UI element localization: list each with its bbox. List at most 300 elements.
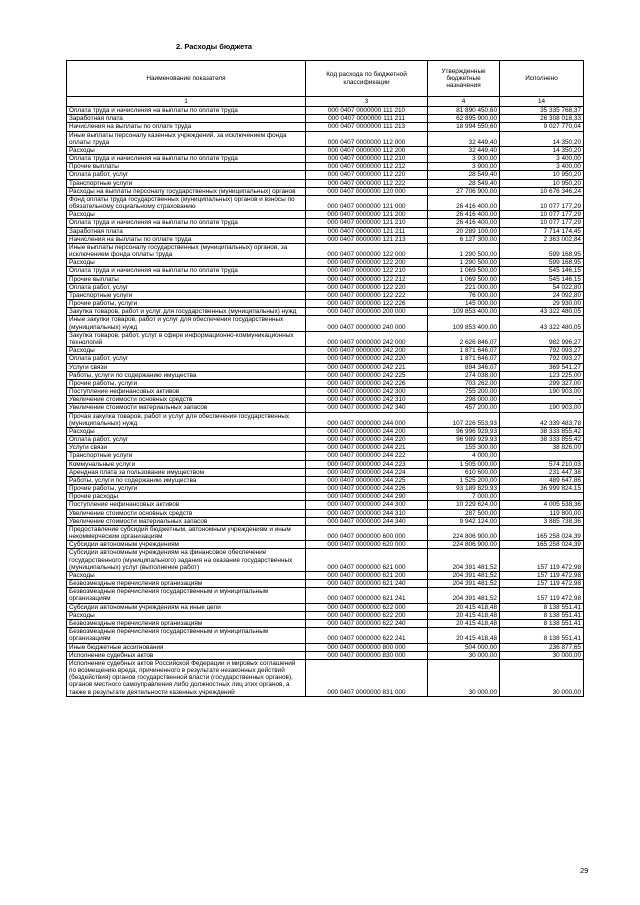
row-code: 000 0407 0000000 120 000	[306, 187, 428, 195]
row-approved: 6 127 300,00	[428, 235, 500, 243]
row-approved: 755 200,00	[428, 388, 500, 396]
row-executed: 3 885 738,36	[500, 517, 584, 525]
row-executed: 157 119 472,98	[500, 588, 584, 603]
row-name: Расходы	[67, 347, 306, 355]
row-approved: 221 000,00	[428, 283, 500, 291]
row-approved: 27 706 900,00	[428, 187, 500, 195]
row-approved: 1 525 200,00	[428, 476, 500, 484]
row-executed: 8 138 551,41	[500, 628, 584, 643]
row-approved: 28 549,40	[428, 171, 500, 179]
row-code: 000 0407 0000000 122 210	[306, 267, 428, 275]
row-approved: 204 391 481,52	[428, 549, 500, 572]
table-row	[67, 643, 584, 651]
row-executed: 545 146,15	[500, 267, 584, 275]
row-approved: 1 505 000,00	[428, 460, 500, 468]
row-code: 000 0407 0000000 622 240	[306, 620, 428, 628]
row-executed: 792 093,27	[500, 355, 584, 363]
row-name: Безвозмездные перечисления государственным и муниципальным организациям	[67, 588, 306, 603]
row-executed: 36 999 824,15	[500, 485, 584, 493]
header-executed: Исполнено	[500, 61, 584, 97]
row-code: 000 0407 0000000 244 310	[306, 509, 428, 517]
row-executed: 236 877,65	[500, 643, 584, 651]
row-code: 000 0407 0000000 242 221	[306, 363, 428, 371]
table-row	[67, 396, 584, 404]
table-row	[67, 611, 584, 619]
row-code: 000 0407 0000000 244 222	[306, 452, 428, 460]
row-executed: 369 541,27	[500, 363, 584, 371]
row-code: 000 0407 0000000 244 300	[306, 501, 428, 509]
row-executed: 3 400,00	[500, 163, 584, 171]
row-approved: 109 853 400,00	[428, 308, 500, 316]
row-name: Безвозмездные перечисления организациям	[67, 580, 306, 588]
row-executed: 29 930,00	[500, 300, 584, 308]
row-approved: 32 449,40	[428, 131, 500, 146]
row-name: Закупка товаров, работ и услуг для государственных (муниципальных) нужд	[67, 308, 306, 316]
table-row	[67, 525, 584, 540]
row-executed: 123 225,00	[500, 371, 584, 379]
row-approved: 2 626 846,07	[428, 331, 500, 346]
row-name: Прочие выплаты	[67, 275, 306, 283]
page-number: 29	[580, 866, 589, 875]
row-executed: 489 647,86	[500, 476, 584, 484]
row-approved: 96 989 929,93	[428, 436, 500, 444]
row-approved: 224 806 900,00	[428, 525, 500, 540]
table-row	[67, 588, 584, 603]
table-row	[67, 179, 584, 187]
row-code: 000 0407 0000000 831 000	[306, 659, 428, 696]
row-executed: 8 138 551,41	[500, 620, 584, 628]
row-code: 000 0407 0000000 244 200	[306, 427, 428, 435]
row-approved: 298 000,00	[428, 396, 500, 404]
table-row	[67, 651, 584, 659]
row-code: 000 0407 0000000 111 211	[306, 115, 428, 123]
row-approved: 3 900,00	[428, 163, 500, 171]
row-code: 000 0407 0000000 112 200	[306, 146, 428, 154]
table-row	[67, 603, 584, 611]
table-row	[67, 171, 584, 179]
row-executed: 157 119 472,98	[500, 571, 584, 579]
row-name: Прочие работы, услуги	[67, 485, 306, 493]
table-row	[67, 107, 584, 115]
row-code: 000 0407 0000000 621 241	[306, 588, 428, 603]
row-code: 000 0407 0000000 244 221	[306, 444, 428, 452]
row-executed: 10 676 346,24	[500, 187, 584, 195]
row-code: 000 0407 0000000 111 210	[306, 107, 428, 115]
row-code: 000 0407 0000000 244 224	[306, 468, 428, 476]
row-approved: 3 900,00	[428, 155, 500, 163]
table-row	[67, 571, 584, 579]
row-approved: 20 415 418,48	[428, 603, 500, 611]
header-expense-code: Код расхода по бюджетной классификации	[306, 61, 428, 97]
row-code: 000 0407 0000000 242 220	[306, 355, 428, 363]
row-code: 000 0407 0000000 122 222	[306, 291, 428, 299]
row-code: 000 0407 0000000 621 240	[306, 580, 428, 588]
row-name: Иные закупки товаров, работ и услуг для обеспечения государственных (муниципальных) нужд	[67, 316, 306, 331]
row-approved: 26 416 400,00	[428, 211, 500, 219]
row-executed: -	[500, 396, 584, 404]
table-row	[67, 620, 584, 628]
row-approved: 20 415 418,48	[428, 620, 500, 628]
row-approved: 204 391 481,52	[428, 588, 500, 603]
row-name: Работы, услуги по содержанию имущества	[67, 476, 306, 484]
row-executed: 982 996,27	[500, 331, 584, 346]
row-approved: 4 000,00	[428, 452, 500, 460]
row-executed: 792 093,27	[500, 347, 584, 355]
row-name: Оплата работ, услуг	[67, 355, 306, 363]
table-row	[67, 275, 584, 283]
row-code: 000 0407 0000000 242 225	[306, 371, 428, 379]
table-row	[67, 187, 584, 195]
row-name: Арендная плата за пользование имуществом	[67, 468, 306, 476]
row-executed: 7 714 174,45	[500, 227, 584, 235]
row-name: Услуги связи	[67, 363, 306, 371]
row-code: 000 0407 0000000 244 220	[306, 436, 428, 444]
row-approved: 610 600,00	[428, 468, 500, 476]
row-executed: 54 022,80	[500, 283, 584, 291]
row-code: 000 0407 0000000 242 310	[306, 396, 428, 404]
row-executed: 24 092,80	[500, 291, 584, 299]
row-code: 000 0407 0000000 244 223	[306, 460, 428, 468]
table-row	[67, 331, 584, 346]
row-name: Работы, услуги по содержанию имущества	[67, 371, 306, 379]
row-code: 000 0407 0000000 600 000	[306, 525, 428, 540]
row-executed: 119 800,00	[500, 509, 584, 517]
row-name: Оплата труда и начисления на выплаты по оплате труда	[67, 219, 306, 227]
row-approved: 1 871 646,07	[428, 347, 500, 355]
row-approved: 274 038,00	[428, 371, 500, 379]
table-row	[67, 316, 584, 331]
row-code: 000 0407 0000000 242 340	[306, 404, 428, 412]
row-name: Оплата работ, услуг	[67, 171, 306, 179]
row-approved: 20 289 100,00	[428, 227, 500, 235]
table-row	[67, 436, 584, 444]
row-executed	[500, 452, 584, 460]
row-approved: 1 069 500,00	[428, 275, 500, 283]
table-row	[67, 235, 584, 243]
table-row	[67, 659, 584, 696]
row-approved: 62 895 900,00	[428, 115, 500, 123]
row-name: Коммунальные услуги	[67, 460, 306, 468]
row-code: 000 0407 0000000 122 200	[306, 259, 428, 267]
row-executed: 2 363 002,84	[500, 235, 584, 243]
row-executed: 9 027 770,04	[500, 123, 584, 131]
row-code: 000 0407 0000000 121 210	[306, 219, 428, 227]
table-row	[67, 267, 584, 275]
table-row	[67, 227, 584, 235]
row-code: 000 0407 0000000 242 000	[306, 331, 428, 346]
row-executed: 43 322 480,05	[500, 308, 584, 316]
row-approved: 30 000,00	[428, 651, 500, 659]
row-name: Оплата работ, услуг	[67, 436, 306, 444]
row-executed: 26 308 018,33	[500, 115, 584, 123]
row-name: Субсидии автономным учреждениям	[67, 541, 306, 549]
table-row	[67, 146, 584, 154]
table-row	[67, 412, 584, 427]
table-row	[67, 300, 584, 308]
row-code: 000 0407 0000000 112 220	[306, 171, 428, 179]
row-name: Расходы	[67, 146, 306, 154]
row-executed: 599 168,95	[500, 243, 584, 258]
table-row	[67, 427, 584, 435]
row-name: Расходы на выплаты персоналу государственных (муниципальных) органов	[67, 187, 306, 195]
row-approved: 76 000,00	[428, 291, 500, 299]
row-name: Транспортные услуги	[67, 179, 306, 187]
row-name: Оплата труда и начисления на выплаты по оплате труда	[67, 155, 306, 163]
row-executed: 8 138 551,41	[500, 611, 584, 619]
row-name: Расходы	[67, 259, 306, 267]
table-row	[67, 259, 584, 267]
row-code: 000 0407 0000000 244 290	[306, 493, 428, 501]
row-approved: 28 549,40	[428, 179, 500, 187]
row-code: 000 0407 0000000 121 000	[306, 195, 428, 210]
row-executed: 574 210,03	[500, 460, 584, 468]
row-name: Субсидии автономным учреждениям на финансовое обеспечение государственного (муниципального) задания на оказание государственных (муниципальных) услуг (выполнение работ)	[67, 549, 306, 572]
row-code: 000 0407 0000000 122 226	[306, 300, 428, 308]
row-name: Иные выплаты персоналу казенных учреждений, за исключением фонда оплаты труда	[67, 131, 306, 146]
row-approved: 18 994 550,60	[428, 123, 500, 131]
row-code: 000 0407 0000000 244 340	[306, 517, 428, 525]
row-name: Оплата труда и начисления на выплаты по оплате труда	[67, 107, 306, 115]
row-approved: 9 942 124,00	[428, 517, 500, 525]
row-approved: 93 189 829,93	[428, 485, 500, 493]
row-approved: 703 262,00	[428, 379, 500, 387]
table-row	[67, 131, 584, 146]
row-executed: 165 258 024,39	[500, 541, 584, 549]
row-name: Увеличение стоимости материальных запасов	[67, 404, 306, 412]
row-approved: 1 871 646,07	[428, 355, 500, 363]
table-row	[67, 379, 584, 387]
row-code: 000 0407 0000000 622 241	[306, 628, 428, 643]
row-code: 000 0407 0000000 244 225	[306, 476, 428, 484]
row-code: 000 0407 0000000 121 200	[306, 211, 428, 219]
row-name: Прочие выплаты	[67, 163, 306, 171]
table-row	[67, 388, 584, 396]
table-row	[67, 195, 584, 210]
row-name: Расходы	[67, 211, 306, 219]
row-code: 000 0407 0000000 242 226	[306, 379, 428, 387]
row-executed: 38 826,00	[500, 444, 584, 452]
budget-rows	[67, 107, 584, 697]
row-executed: 4 005 538,36	[500, 501, 584, 509]
row-code: 000 0407 0000000 111 213	[306, 123, 428, 131]
row-executed: 14 350,20	[500, 131, 584, 146]
row-code: 000 0407 0000000 622 200	[306, 611, 428, 619]
row-approved: 81 890 450,60	[428, 107, 500, 115]
row-approved: 1 069 500,00	[428, 267, 500, 275]
header-approved-appropriations: Утвержденные бюджетные назначения	[428, 61, 500, 97]
row-code: 000 0407 0000000 621 200	[306, 571, 428, 579]
row-approved: 96 996 929,93	[428, 427, 500, 435]
header-number-3: 3	[306, 97, 428, 107]
table-row	[67, 580, 584, 588]
row-approved: 109 853 400,00	[428, 316, 500, 331]
row-approved: 1 290 500,00	[428, 243, 500, 258]
table-row	[67, 509, 584, 517]
row-executed: 10 950,20	[500, 171, 584, 179]
row-name: Расходы	[67, 427, 306, 435]
table-row	[67, 628, 584, 643]
row-approved: 30 000,00	[428, 659, 500, 696]
row-approved: 20 415 418,48	[428, 628, 500, 643]
row-approved: 287 500,00	[428, 509, 500, 517]
table-row	[67, 468, 584, 476]
table-row	[67, 444, 584, 452]
table-row	[67, 501, 584, 509]
row-approved: 20 415 418,48	[428, 611, 500, 619]
row-name: Заработная плата	[67, 227, 306, 235]
row-name: Увеличение стоимости материальных запасов	[67, 517, 306, 525]
row-approved: 10 229 624,00	[428, 501, 500, 509]
row-executed: 165 258 024,39	[500, 525, 584, 540]
row-executed: 30 000,00	[500, 659, 584, 696]
row-code: 000 0407 0000000 800 000	[306, 643, 428, 651]
table-row	[67, 371, 584, 379]
row-approved: 204 391 481,52	[428, 571, 500, 579]
table-row	[67, 243, 584, 258]
table-row	[67, 291, 584, 299]
row-executed: 231 447,38	[500, 468, 584, 476]
row-name: Транспортные услуги	[67, 291, 306, 299]
row-approved: 894 346,07	[428, 363, 500, 371]
table-row	[67, 211, 584, 219]
row-approved: 224 806 900,00	[428, 541, 500, 549]
table-row	[67, 493, 584, 501]
row-code: 000 0407 0000000 240 000	[306, 316, 428, 331]
row-code: 000 0407 0000000 122 212	[306, 275, 428, 283]
table-row	[67, 123, 584, 131]
row-name: Прочие работы, услуги	[67, 379, 306, 387]
row-approved: 457 200,00	[428, 404, 500, 412]
table-row	[67, 163, 584, 171]
row-code: 000 0407 0000000 242 300	[306, 388, 428, 396]
row-code: 000 0407 0000000 112 000	[306, 131, 428, 146]
row-executed: 14 350,20	[500, 146, 584, 154]
row-code: 000 0407 0000000 122 000	[306, 243, 428, 258]
table-row	[67, 476, 584, 484]
row-approved: 26 416 400,00	[428, 219, 500, 227]
section-title: 2. Расходы бюджета	[176, 42, 253, 51]
row-code: 000 0407 0000000 244 000	[306, 412, 428, 427]
row-code: 000 0407 0000000 622 000	[306, 603, 428, 611]
row-executed: 38 333 855,42	[500, 427, 584, 435]
row-executed: 190 903,00	[500, 404, 584, 412]
row-code: 000 0407 0000000 830 000	[306, 651, 428, 659]
row-code: 000 0407 0000000 112 212	[306, 163, 428, 171]
row-code: 000 0407 0000000 121 211	[306, 227, 428, 235]
row-name: Закупка товаров, работ, услуг в сфере информационно-коммуникационных технологий	[67, 331, 306, 346]
table-row	[67, 549, 584, 572]
row-name: Расходы	[67, 571, 306, 579]
row-name: Оплата труда и начисления на выплаты по оплате труда	[67, 267, 306, 275]
header-number-4: 4	[428, 97, 500, 107]
table-row	[67, 283, 584, 291]
table-row	[67, 541, 584, 549]
table-row	[67, 355, 584, 363]
row-name: Фонд оплаты труда государственных (муниципальных) органов и взносы по обязательному социальному страхованию	[67, 195, 306, 210]
table-row	[67, 404, 584, 412]
row-code: 000 0407 0000000 121 213	[306, 235, 428, 243]
row-name: Безвозмездные перечисления организациям	[67, 620, 306, 628]
row-approved: 107 226 553,93	[428, 412, 500, 427]
table-row	[67, 460, 584, 468]
row-name: Начисления на выплаты по оплате труда	[67, 123, 306, 131]
row-approved: 32 449,40	[428, 146, 500, 154]
row-executed: 43 322 480,05	[500, 316, 584, 331]
row-name: Расходы	[67, 611, 306, 619]
row-name: Поступление нефинансовых активов	[67, 501, 306, 509]
row-name: Оплата работ, услуг	[67, 283, 306, 291]
row-executed: 10 077 177,29	[500, 219, 584, 227]
row-approved: 1 290 500,00	[428, 259, 500, 267]
row-name: Увеличение стоимости основных средств	[67, 396, 306, 404]
table-row	[67, 485, 584, 493]
table-row	[67, 219, 584, 227]
row-name: Безвозмездные перечисления государственным и муниципальным организациям	[67, 628, 306, 643]
row-executed: 157 119 472,98	[500, 549, 584, 572]
row-code: 000 0407 0000000 621 000	[306, 549, 428, 572]
row-executed: 30 000,00	[500, 651, 584, 659]
row-code: 000 0407 0000000 112 210	[306, 155, 428, 163]
row-executed: 599 168,95	[500, 259, 584, 267]
header-indicator-name: Наименование показателя	[67, 61, 306, 97]
row-approved: 504 000,00	[428, 643, 500, 651]
row-name: Иные бюджетные ассигнования	[67, 643, 306, 651]
row-code: 000 0407 0000000 244 226	[306, 485, 428, 493]
row-executed: 157 119 472,98	[500, 580, 584, 588]
row-approved: 26 416 400,00	[428, 195, 500, 210]
row-name: Заработная плата	[67, 115, 306, 123]
row-code: 000 0407 0000000 242 200	[306, 347, 428, 355]
row-executed	[500, 493, 584, 501]
row-executed: 35 335 768,37	[500, 107, 584, 115]
row-executed: 190 903,00	[500, 388, 584, 396]
table-row	[67, 115, 584, 123]
row-code: 000 0407 0000000 112 222	[306, 179, 428, 187]
header-number-14: 14	[500, 97, 584, 107]
row-executed: 299 327,00	[500, 379, 584, 387]
table-row	[67, 347, 584, 355]
row-name: Услуги связи	[67, 444, 306, 452]
row-approved: 204 391 481,52	[428, 580, 500, 588]
row-code: 000 0407 0000000 122 220	[306, 283, 428, 291]
table-row	[67, 155, 584, 163]
row-code: 000 0407 0000000 200 000	[306, 308, 428, 316]
row-executed: 10 077 177,29	[500, 211, 584, 219]
row-name: Прочая закупка товаров, работ и услуг для обеспечения государственных (муниципальных) нужд	[67, 412, 306, 427]
row-approved: 155 300,00	[428, 444, 500, 452]
row-executed: 545 146,15	[500, 275, 584, 283]
row-approved: 145 000,00	[428, 300, 500, 308]
row-executed: 38 333 855,42	[500, 436, 584, 444]
row-name: Исполнение судебных актов	[67, 651, 306, 659]
row-executed: 10 950,20	[500, 179, 584, 187]
row-name: Субсидии автономным учреждениям на иные цели	[67, 603, 306, 611]
table-row	[67, 452, 584, 460]
row-code: 000 0407 0000000 620 000	[306, 541, 428, 549]
row-approved: 7 000,00	[428, 493, 500, 501]
row-name: Прочие работы, услуги	[67, 300, 306, 308]
row-name: Начисления на выплаты по оплате труда	[67, 235, 306, 243]
row-executed: 8 138 551,41	[500, 603, 584, 611]
table-row	[67, 517, 584, 525]
row-executed: 10 077 177,29	[500, 195, 584, 210]
row-name: Прочие расходы	[67, 493, 306, 501]
budget-expenses-table	[66, 60, 584, 697]
row-name: Иные выплаты персоналу государственных (муниципальных) органов, за исключением фонда оплаты труда	[67, 243, 306, 258]
row-name: Исполнение судебных актов Российской Федерации и мировых соглашений по возмещению вреда, причиненного в результате незаконных действий (бездействия) органов государственной власти (государственных органов), органов местного самоуправления либо должностных лиц этих органов, а также в результате деятельности казенных учреждений	[67, 659, 306, 696]
row-name: Предоставление субсидий бюджетным, автономным учреждениям и иным некоммерческим организациям	[67, 525, 306, 540]
row-name: Поступление нефинансовых активов	[67, 388, 306, 396]
